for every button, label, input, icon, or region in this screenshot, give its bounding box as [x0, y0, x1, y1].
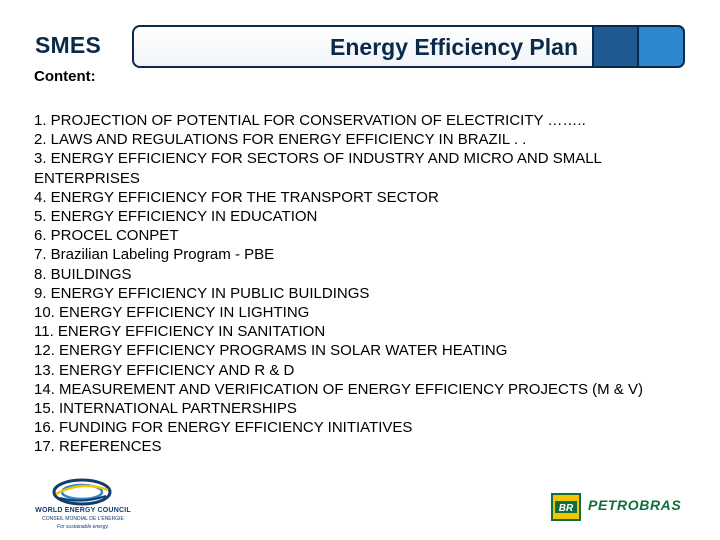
toc-item-6: 6. PROCEL CONPET [34, 227, 179, 245]
toc-item-3: 3. ENERGY EFFICIENCY FOR SECTORS OF INDUSTRY AND MICRO AND SMALL ENTERPRISES [34, 150, 602, 187]
wec-name: WORLD ENERGY COUNCIL [35, 507, 131, 514]
toc-item-15: 15. INTERNATIONAL PARTNERSHIPS [34, 400, 297, 418]
title-accent-box-dark [592, 25, 639, 68]
wec-tagline: For sustainable energy. [57, 524, 109, 530]
toc-item-13: 13. ENERGY EFFICIENCY AND R & D [34, 361, 295, 379]
toc-item-10: 10. ENERGY EFFICIENCY IN LIGHTING [34, 304, 310, 322]
toc-item-9: 9. ENERGY EFFICIENCY IN PUBLIC BUILDINGS [34, 284, 370, 302]
toc-item-12: 12. ENERGY EFFICIENCY PROGRAMS IN SOLAR WATER HEATING [34, 342, 508, 360]
toc-item-14: 14. MEASUREMENT AND VERIFICATION OF ENERGY EFFICIENCY PROJECTS (M & V) [34, 380, 643, 398]
title-bar [132, 25, 592, 68]
toc-item-7: 7. Brazilian Labeling Program - PBE [34, 246, 275, 264]
toc-item-4: 4. ENERGY EFFICIENCY FOR THE TRANSPORT SECTOR [34, 188, 439, 206]
toc-item-1: 1. PROJECTION OF POTENTIAL FOR CONSERVATION OF ELECTRICITY …….. [34, 112, 586, 129]
petrobras-wordmark: PETROBRAS [588, 497, 682, 513]
toc-item-17: 17. REFERENCES [34, 438, 162, 456]
petrobras-badge-text: BR [558, 503, 574, 514]
toc-item-5: 5. ENERGY EFFICIENCY IN EDUCATION [34, 208, 318, 226]
toc-item-2: 2. LAWS AND REGULATIONS FOR ENERGY EFFICIENCY IN BRAZIL . . [34, 131, 527, 149]
wec-subtitle: CONSEIL MONDIAL DE L'ENERGIE [42, 516, 124, 522]
header-org-label: SMES [35, 32, 101, 58]
page-title: Energy Efficiency Plan [330, 34, 578, 60]
table-of-contents [34, 111, 704, 457]
content-label: Content: [34, 68, 96, 85]
toc-item-11: 11. ENERGY EFFICIENCY IN SANITATION [34, 323, 326, 341]
title-accent-box-light [639, 25, 685, 68]
petrobras-br-icon [551, 493, 581, 521]
toc-item-16: 16. FUNDING FOR ENERGY EFFICIENCY INITIATIVES [34, 419, 413, 437]
toc-item-8: 8. BUILDINGS [34, 265, 132, 283]
